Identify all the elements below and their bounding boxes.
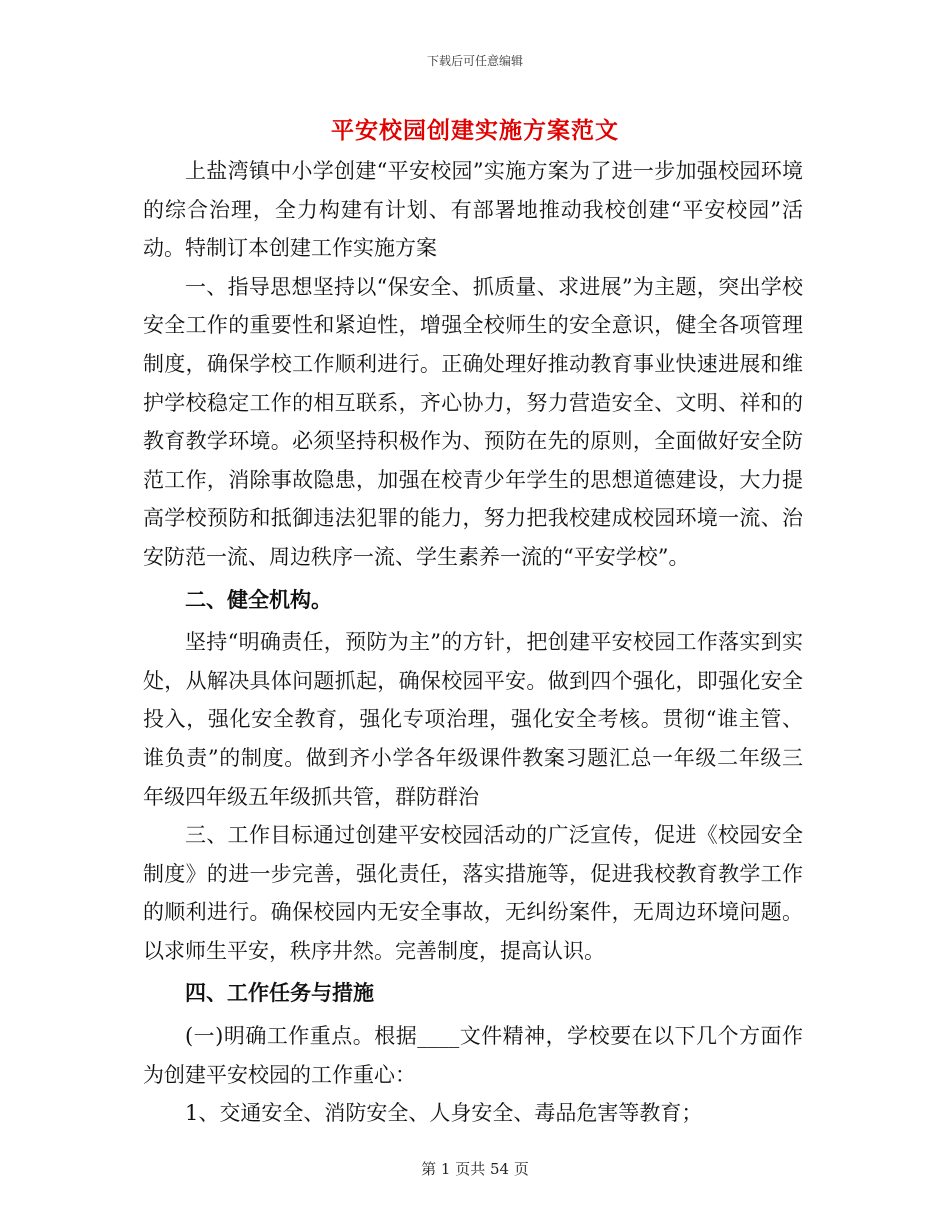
section-work-goals: 三、工作目标通过创建平安校园活动的广泛宣传，促进《校园安全制度》的进一步完善，强化责任，落实措施等，促进我校教育教学工作的顺利进行。确保校园内无安全事故，无纠纷案件，无周边环境问题。以求师生平安，秩序井然。完善制度，提高认识。	[143, 823, 803, 963]
intro-paragraph: 上盐湾镇中小学创建“平安校园”实施方案为了进一步加强校园环境的综合治理，全力构建有计划、有部署地推动我校创建“平安校园”活动。特制订本创建工作实施方案	[143, 159, 803, 261]
task-item-focus: (一)明确工作重点。根据____文件精神，学校要在以下几个方面作为创建平安校园的工作重心：	[143, 1024, 803, 1087]
document-body	[143, 152, 803, 1133]
section-guiding-ideology: 一、指导思想坚持以“保安全、抓质量、求进展”为主题，突出学校安全工作的重要性和紧迫性，增强全校师生的安全意识，健全各项管理制度，确保学校工作顺利进行。正确处理好推动教育事业快速进展和维护学校稳定工作的相互联系，齐心协力，努力营造安全、文明、祥和的教育教学环境。必须坚持积极作为、预防在先的原则，全面做好安全防范工作，消除事故隐患，加强在校青少年学生的思想道德建设，大力提高学校预防和抵御违法犯罪的能力，努力把我校建成校园环境一流、治安防范一流、周边秩序一流、学生素养一流的“平安学校”。	[143, 274, 803, 569]
task-item-1: 1、交通安全、消防安全、人身安全、毒品危害等教育；	[185, 1101, 703, 1126]
header-note: 下载后可任意编辑	[426, 54, 523, 68]
page-footer: 第 1 页共 54 页	[421, 1160, 529, 1178]
section-organization-body: 坚持“明确责任，预防为主”的方针，把创建平安校园工作落实到实处，从解决具体问题抓起，确保校园平安。做到四个强化，即强化安全投入，强化安全教育，强化专项治理，强化安全考核。贯彻“谁主管、谁负责”的制度。做到齐小学各年级课件教案习题汇总一年级二年级三年级四年级五年级抓共管，群防群治	[143, 630, 803, 809]
section-heading-tasks: 四、工作任务与措施	[185, 980, 374, 1006]
document-title: 平安校园创建实施方案范文	[331, 117, 619, 144]
section-heading-organization: 二、健全机构。	[185, 586, 332, 612]
